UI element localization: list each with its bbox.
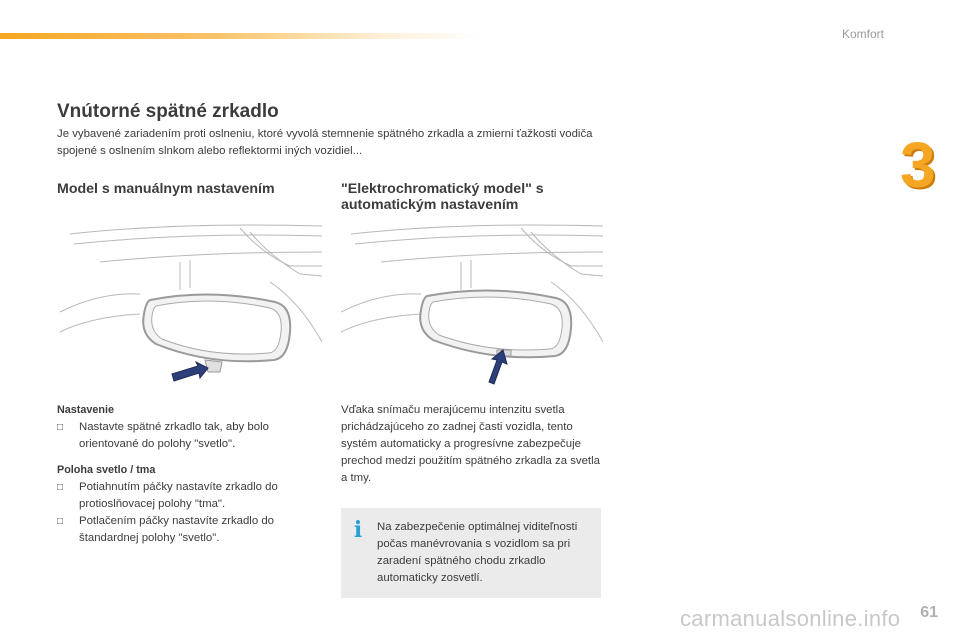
list-item: □ Potlačením páčky nastavíte zrkadlo do štandardnej polohy "svetlo". xyxy=(57,515,275,544)
position-title: Poloha svetlo / tma xyxy=(57,464,156,476)
rearview-mirror-icon xyxy=(143,294,290,372)
list-item: □ Potiahnutím páčky nastavíte zrkadlo do protioslňovacej polohy "tma". xyxy=(57,481,278,510)
page-number: 61 xyxy=(920,604,938,621)
watermark: carmanualsonline.info xyxy=(680,606,901,631)
settings-section xyxy=(57,402,307,453)
auto-description: Vďaka snímaču merajúcemu intenzitu svetla prichádzajúceho zo zadnej časti vozidla, tento systém automaticky a progresívne zabezpečuje prechod medzi použitím spätného zrkadla za svetla a tmy. xyxy=(341,404,600,484)
info-text: Na zabezpečenie optimálnej viditeľnosti počas manévrovania s vozidlom sa pri zaradení spätného chodu zrkadlo automaticky zosvetlí. xyxy=(377,521,578,584)
manual-model-heading: Model s manuálnym nastavením xyxy=(57,181,275,197)
list-item: □ Nastavte spätné zrkadlo tak, aby bolo orientované do polohy "svetlo". xyxy=(57,421,269,450)
checkbox-bullet-icon: □ xyxy=(57,422,64,433)
checkbox-bullet-icon: □ xyxy=(57,482,64,493)
position-section xyxy=(57,462,307,547)
header-accent-bar xyxy=(0,33,480,39)
auto-heading-line2: automatickým nastavením xyxy=(341,197,519,213)
auto-model-heading xyxy=(341,181,601,213)
page-title: Vnútorné spätné zrkadlo xyxy=(57,101,279,122)
position-list xyxy=(57,479,307,547)
settings-list xyxy=(57,419,307,453)
info-box xyxy=(341,508,601,598)
chapter-number: 3 xyxy=(900,129,936,201)
checkbox-bullet-icon: □ xyxy=(57,516,64,527)
settings-title: Nastavenie xyxy=(57,404,115,416)
rearview-mirror-icon xyxy=(420,290,571,357)
auto-mirror-illustration xyxy=(341,222,603,392)
intro-paragraph: Je vybavené zariadením proti oslneniu, ktoré vyvolá stemnenie spätného zrkadla a zmierni ťažkosti vodiča spojené s oslnením slnkom alebo reflektormi iných vozidiel... xyxy=(57,128,593,157)
auto-heading-line1: "Elektrochromatický model" s xyxy=(341,181,544,197)
section-label: Komfort xyxy=(841,27,884,41)
push-arrow-icon xyxy=(172,362,208,381)
info-icon: i xyxy=(353,517,363,543)
manual-mirror-illustration xyxy=(60,222,322,392)
